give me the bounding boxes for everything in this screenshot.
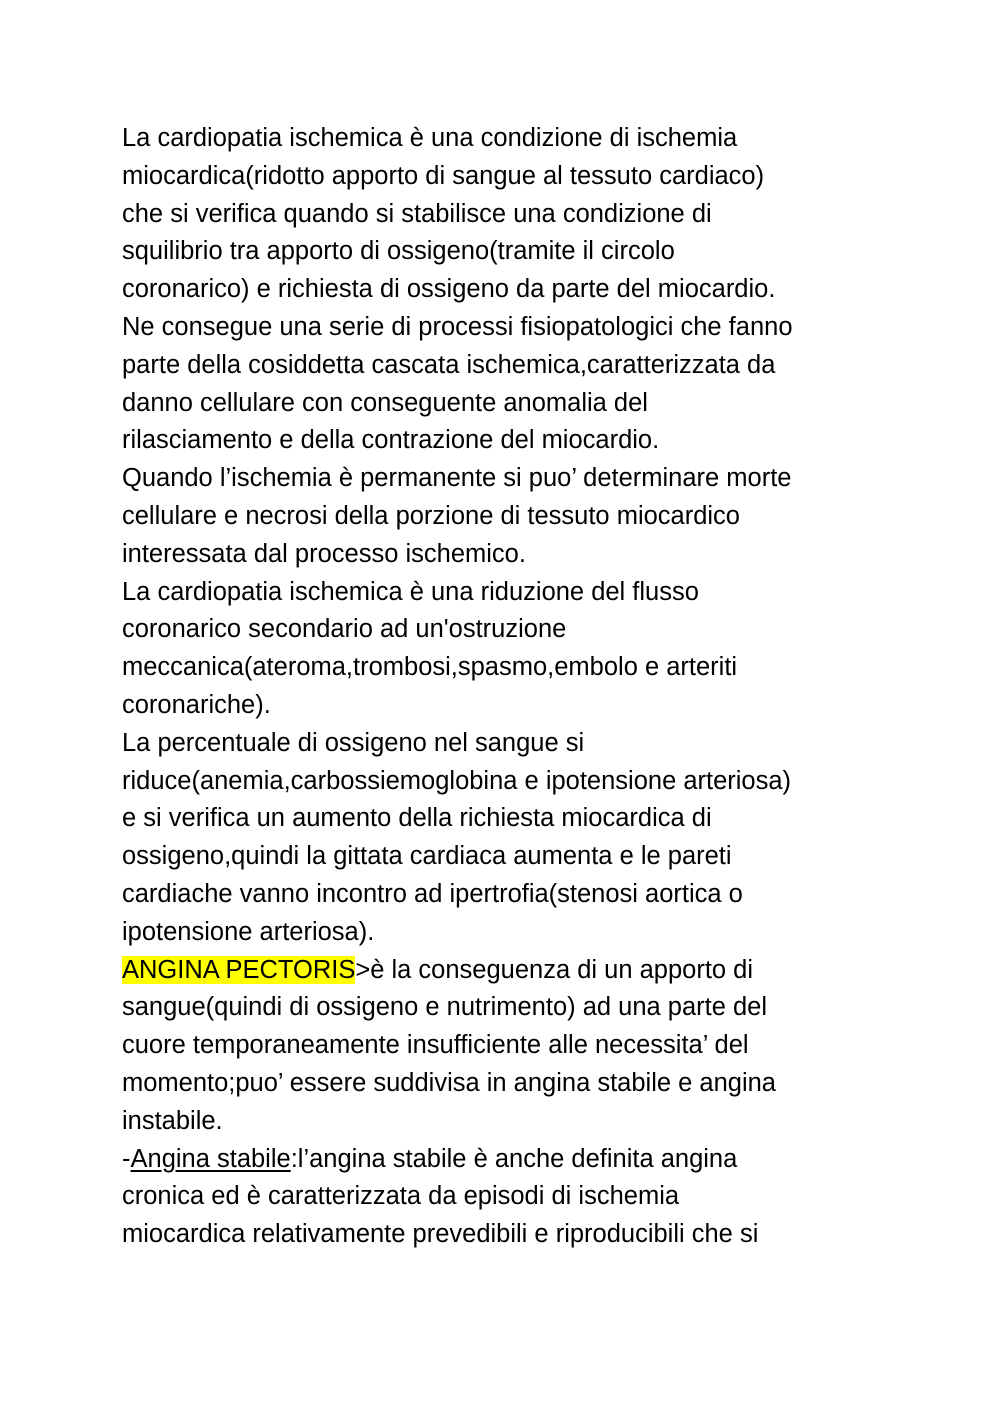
text-line: e si verifica un aumento della richiesta miocardica di (122, 804, 712, 833)
stable-angina-line (122, 1141, 882, 1179)
text-line: coronariche). (122, 690, 271, 719)
text-line: cuore temporaneamente insufficiente alle necessita’ del (122, 1031, 749, 1060)
angina-heading-line (122, 952, 882, 990)
text-line: cardiache vanno incontro ad ipertrofia(stenosi aortica o (122, 879, 743, 908)
stable-angina-rest: :l’angina stabile è anche definita angina (290, 1144, 738, 1173)
document-body (122, 120, 882, 1254)
text-line: interessata dal processo ischemico. (122, 539, 526, 568)
text-line: miocardica(ridotto apporto di sangue al tessuto cardiaco) (122, 161, 765, 190)
text-line: miocardica relativamente prevedibili e riproducibili che si (122, 1220, 759, 1249)
text-line: rilasciamento e della contrazione del miocardio. (122, 426, 660, 455)
text-line: riduce(anemia,carbossiemoglobina e ipotensione arteriosa) (122, 766, 792, 795)
stable-dash: - (122, 1144, 131, 1173)
text-line: Ne consegue una serie di processi fisiopatologici che fanno (122, 312, 793, 341)
angina-heading-rest: >è la conseguenza di un apporto di (355, 955, 754, 984)
text-line: ipotensione arteriosa). (122, 917, 375, 946)
text-line: che si verifica quando si stabilisce una condizione di (122, 199, 712, 228)
text-line: momento;puo’ essere suddivisa in angina stabile e angina (122, 1068, 776, 1097)
text-line: sangue(quindi di ossigeno e nutrimento) ad una parte del (122, 993, 768, 1022)
text-line: ossigeno,quindi la gittata cardiaca aumenta e le pareti (122, 842, 732, 871)
text-line: La cardiopatia ischemica è una riduzione del flusso (122, 577, 699, 606)
text-line: squilibrio tra apporto di ossigeno(tramite il circolo (122, 237, 675, 266)
text-line: coronarico) e richiesta di ossigeno da parte del miocardio. (122, 275, 776, 304)
text-line: La percentuale di ossigeno nel sangue si (122, 728, 585, 757)
text-line: instabile. (122, 1106, 223, 1135)
text-line: coronarico secondario ad un'ostruzione (122, 615, 567, 644)
angina-pectoris-highlight: ANGINA PECTORIS (122, 955, 356, 984)
text-line: meccanica(ateroma,trombosi,spasmo,embolo e arteriti (122, 653, 738, 682)
text-line: danno cellulare con conseguente anomalia del (122, 388, 648, 417)
text-line: Quando l’ischemia è permanente si puo’ determinare morte (122, 464, 792, 493)
text-line: cronica ed è caratterizzata da episodi di ischemia (122, 1182, 680, 1211)
stable-angina-term: Angina stabile (130, 1144, 291, 1173)
text-line: La cardiopatia ischemica è una condizione di ischemia (122, 124, 738, 152)
text-line: parte della cosiddetta cascata ischemica,caratterizzata da (122, 350, 776, 379)
text-line: cellulare e necrosi della porzione di tessuto miocardico (122, 501, 740, 530)
